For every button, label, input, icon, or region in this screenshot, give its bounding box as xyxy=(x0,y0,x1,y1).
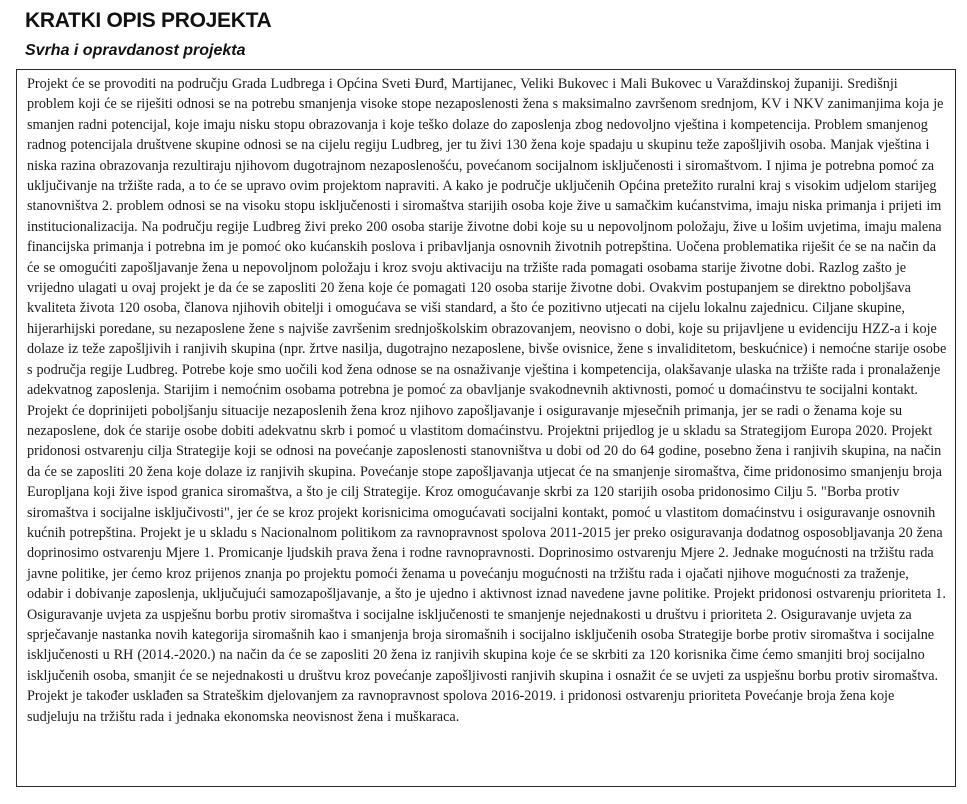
page-title: KRATKI OPIS PROJEKTA xyxy=(25,9,272,32)
description-text: Projekt će se provoditi na području Grada Ludbrega i Općina Sveti Đurđ, Martijanec, Veliki Bukovec i Mali Bukovec u Varaždinskoj županiji. Središnji problem koji će se riješiti odnosi se na potrebu smanjenja visoke stope nezaposlenosti žena s maksimalno završenom srednjom, KV i NKV zanimanjima koja je smanjen radni potencijal, koje imaju nisku stopu obrazovanja i koje teško dolaze do zaposlenja zbog nedovoljno vještina i kompetencija. Problem smanjenog radnog potencijala društvene skupine odnosi se na cijelu regiju Ludbreg, jer tu živi 130 žena koje spadaju u skupinu teže zapošljivih osoba. Manjak vještina i niska razina obrazovanja rezultiraju njihovom dugotrajnom nezaposlenošću, povećanom socijalnom isključenosti i siromaštvom. I njima je potrebna pomoć za uključivanje na tržište rada, a to će se upravo ovim projektom napraviti. A kako je područje uključenih Općina pretežito ruralni kraj s visokim udjelom starijeg stanovništva 2. problem odnosi se na visoku stopu isključenosti i siromaštva starijih osoba koje žive u samačkim kućanstvima, imaju niska primanja i prijeti im institucionalizacija. Na području regije Ludbreg živi preko 200 osoba starije životne dobi koje su u nepovoljnom položaju, žive u lošim uvjetima, imaju malena financijska primanja i potrebna im je pomoć oko kućanskih poslova i pribavljanja osnovnih životnih potrepština. Uočena problematika riješit će se na način da će se omogućiti zapošljavanje žena u nepovoljnom položaju i kroz svoju aktivaciju na tržište rada pomagati osobama starije životne dobi. Razlog zašto je vrijedno ulagati u ovaj projekt je da će se zaposliti 20 žena koje će pomagati 120 osoba starije životne dobi. Ovakvim postupanjem se direktno poboljšava kvaliteta života 120 osoba, članova njihovih obitelji i omogućava se viši standard, a što će pozitivno utjecati na cijelu lokalnu zajednicu. Ciljane skupine, hijerarhijski poredane, su nezaposlene žene s najviše završenim srednjoškolskim obrazovanjem, neovisno o dobi, koje su prijavljene u evidenciju HZZ-a i koje dolaze iz teže zapošljivih i ranjivih skupina (npr. žrtve nasilja, dugotrajno nezaposlene, bivše ovisnice, žene s invaliditetom, beskućnice) i nemoćne starije osobe s područja regije Ludbreg. Potrebe koje smo uočili kod žena odnose se na osnaživanje vještina i kompetencija, olakšavanje ulaska na tržište rada i pronalaženje adekvatnog zaposlenja. Starijim i nemoćnim osobama potrebna je pomoć za obavljanje svakodnevnih aktivnosti, pomoć u domaćinstvu te socijalni kontakt. Projekt će doprinijeti poboljšanju situacije nezaposlenih žena kroz njihovo zapošljavanje i osiguravanje mjesečnih primanja, jer se radi o ženama koje su nezaposlene, dok će starije osobe dobiti adekvatnu skrb i pomoć u vlastitom domaćinstvu. Projektni prijedlog je u skladu sa Strategijom Europa 2020. Projekt pridonosi ostvarenju cilja Strategije koji se odnosi na povećanje zaposlenosti stanovništva u dobi od 20 do 64 godine, posebno žena i ranjivih skupina, na način da će se zaposliti 20 žena koje dolaze iz ranjivih skupina. Povećanje stope zapošljavanja utjecat će na smanjenje siromaštva, čime pridonosimo smanjenju broja Europljana koji žive ispod granica siromaštva, a što je cilj Strategije. Kroz omogućavanje skrbi za 120 starijih osoba pridonosimo Cilju 5. "Borba protiv siromaštva i socijalne isključivosti", jer će se kroz projekt korisnicima omogućavati socijalni kontakt, pomoć u vlastitom domaćinstvu i osiguravanje osnovnih kućnih potrepština. Projekt je u skladu s Nacionalnom politikom za ravnopravnost spolova 2011-2015 jer preko osiguravanja dodatnog osposobljavanja 20 žena doprinosimo ostvarenju Mjere 1. Promicanje ljudskih prava žena i rodne ravnopravnosti. Doprinosimo ostvarenju Mjere 2. Jednake mogućnosti na tržištu rada javne politike, jer ćemo kroz prijenos znanja po projektu pomoći ženama u povećanju mogućnosti na tržištu rada i ojačati njihove mogućnosti za traženje, odabir i dobivanje zaposlenja, uključujući samozapošljavanje, a što je ujedno i aktivnost iznad navedene javne politike. Projekt pridonosi ostvarenju prioriteta 1. Osiguravanje uvjeta za uspješnu borbu protiv siromaštva i socijalne isključenosti te smanjenje nejednakosti u društvu i prioriteta 2. Osiguravanje uvjeta za sprječavanje nastanka novih kategorija siromašnih kao i smanjenja broja siromašnih i socijalno isključenih osoba Strategije borbe protiv siromaštva i socijalne isključenosti u RH (2014.-2020.) na način da će se zaposliti 20 žena iz ranjivih skupina koje će se skrbiti za 120 korisnika čime ćemo smanjiti broj socijalno isključenih osoba, smanjit će se nejednakosti u društvu kroz povećanje zapošljivosti ranjivih skupina i osnažit će se uvjeti za uspješnu borbu protiv siromaštva. Projekt je također usklađen sa Strateškim djelovanjem za ravnopravnost spolova 2016-2019. i pridonosi ostvarenju prioriteta Povećanje broja žena koje sudjeluju na tržištu rada i jednaka ekonomska neovisnost žena i muškaraca. xyxy=(27,76,947,725)
description-box xyxy=(16,69,956,787)
section-subtitle: Svrha i opravdanost projekta xyxy=(25,42,246,59)
